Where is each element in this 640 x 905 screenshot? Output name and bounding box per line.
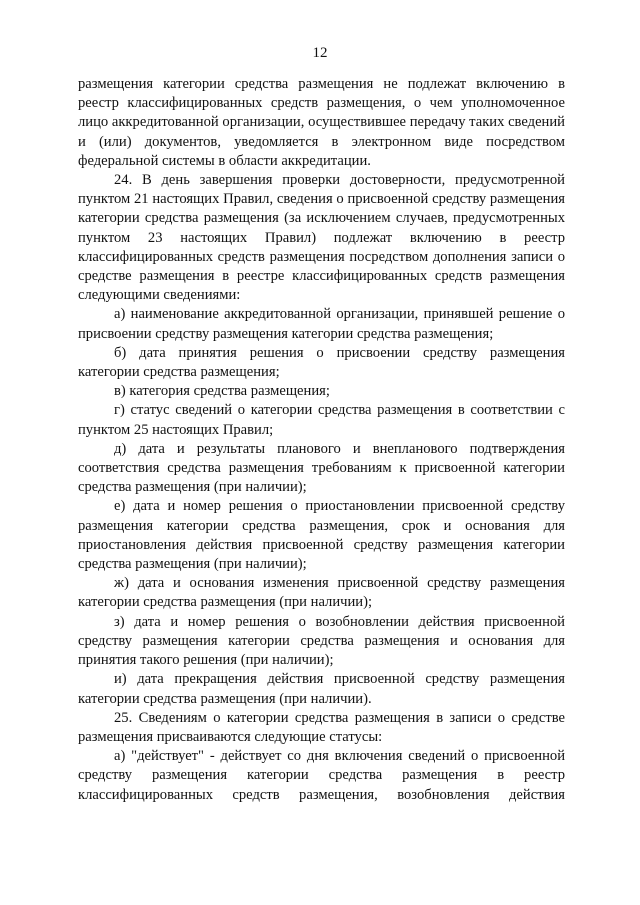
- paragraph-continuation: размещения категории средства размещения не подлежат включению в реестр классифицированных средств размещения, о чем уполномоченное лицо аккредитованной организации, осуществившее передачу таких сведений и (или) документов, уведомляется в электронном виде посредством федеральной системы в области аккредитации.: [78, 76, 565, 169]
- paragraph-subitem-z: з) дата и номер решения о возобновлении действия присвоенной средству размещения категории средства размещения и основания для принятия такого решения (при наличии);: [78, 613, 565, 669]
- paragraph-subitem-e: е) дата и номер решения о приостановлении присвоенной средству размещения категории средства размещения, срок и основания для приостановления действия присвоенной средству размещения категории средства размещения (при наличии);: [78, 498, 565, 573]
- paragraph-subitem-g: г) статус сведений о категории средства размещения в соответствии с пунктом 25 настоящих Правил;: [78, 402, 565, 438]
- paragraph-subitem-i: и) дата прекращения действия присвоенной средству размещения категории средства размещения (при наличии).: [78, 671, 565, 707]
- paragraph-subitem-d: д) дата и результаты планового и внепланового подтверждения соответствия средства размещения требованиям к присвоенной категории средства размещения (при наличии);: [78, 440, 565, 496]
- paragraph-item-24: 24. В день завершения проверки достоверности, предусмотренной пунктом 21 настоящих Правил, сведения о присвоенной средству размещения категории средства размещения (за исключением случаев, предусмотренных пунктом 23 настоящих Правил) подлежат включению в реестр классифицированных средств размещения посредством дополнения записи о средстве размещения в реестре классифицированных средств размещения следующими сведениями:: [78, 172, 565, 304]
- paragraph-status-a: а) "действует" - действует со дня включения сведений о присвоенной средству размещения категории средства размещения в реестр классифицированных средств размещения, возобновления действия: [78, 748, 565, 803]
- paragraph-subitem-a: а) наименование аккредитованной организации, принявшей решение о присвоении средству размещения категории средства размещения;: [78, 306, 565, 342]
- paragraph-subitem-zh: ж) дата и основания изменения присвоенной средству размещения категории средства размещения (при наличии);: [78, 575, 565, 611]
- page-number: 12: [312, 45, 328, 61]
- document-body: [78, 75, 565, 805]
- paragraph-subitem-b: б) дата принятия решения о присвоении средству размещения категории средства размещения;: [78, 344, 565, 381]
- paragraph-item-25: 25. Сведениям о категории средства размещения в записи о средстве размещения присваиваются следующие статусы:: [78, 709, 565, 745]
- paragraph-subitem-v: в) категория средства размещения;: [114, 383, 330, 400]
